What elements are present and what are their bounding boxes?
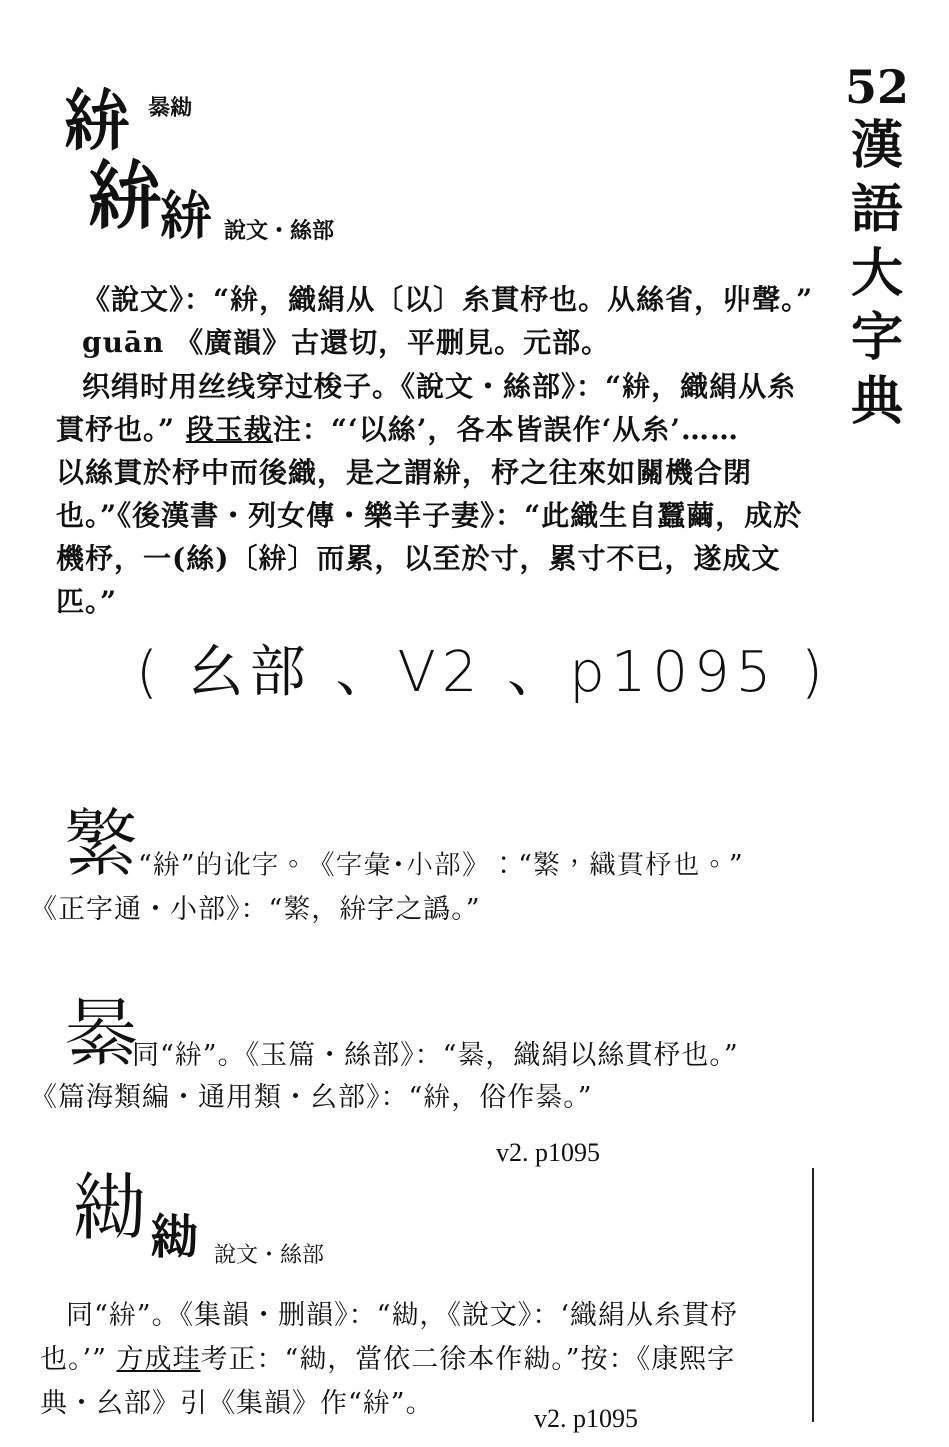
entry4-seal-glyph: 𦀖 xyxy=(150,1210,199,1266)
entry3-line: 同“𥿋”。《玉篇・絲部》：“𦀤，織絹以絲貫杼也。” xyxy=(132,1040,739,1071)
entry4-ref: v2. p1095 xyxy=(534,1404,638,1433)
entry1-underlined-name: 段玉裁 xyxy=(185,413,273,446)
entry4-line: 同“𥿋”。《集韻・删韻》：“𦀖，《說文》：‘織絹从糸貫杼 xyxy=(66,1300,738,1331)
entry1-line: 也。”《後漢書・列女傳・樂羊子妻》：“此織生自蠶繭，成於 xyxy=(56,499,803,532)
entry1-line-prefix: 貫杼也。” xyxy=(56,413,186,446)
entry1-line: guān 《廣韻》古還切，平删見。元部。 xyxy=(82,326,611,359)
entry1-seal-glyph: 𥿋 xyxy=(160,187,213,247)
volume-title xyxy=(845,60,909,434)
entry1-variant-head: 𥿋 xyxy=(64,82,130,160)
title-char: 漢 xyxy=(850,115,903,176)
title-char: 大 xyxy=(850,243,903,304)
entry1-line: 機杼，一(絲)〔𥿋〕而累，以至於寸，累寸不已，遂成文 xyxy=(56,542,781,575)
title-char: 字 xyxy=(850,307,903,368)
entry4-underlined-name: 方成珪 xyxy=(116,1344,201,1375)
entry4-head: 𦀖 xyxy=(72,1166,146,1252)
entry1-head: 𥿋 xyxy=(88,154,162,240)
entry3-ref: v2. p1095 xyxy=(496,1138,600,1167)
entry4-line: 典・幺部》引《集韻》作“𥿋”。 xyxy=(40,1388,434,1419)
entry1-line: 织绢时用丝线穿过梭子。《說文・絲部》：“𥿋，織絹从糸 xyxy=(82,370,797,403)
volume-number: 52 xyxy=(845,60,910,114)
entry1-line: 以絲貫於杼中而後織，是之謂𥿋，杼之往來如關機合閉 xyxy=(56,456,753,489)
entry1-line: 《說文》：“𥿋，織絹从〔以〕糸貫杼也。从絲省，丱聲。” xyxy=(82,283,814,316)
entry4-line-prefix: 也。’” xyxy=(40,1344,117,1375)
entry1-seal-source: 說文・絲部 xyxy=(224,218,335,244)
title-char: 語 xyxy=(850,179,903,240)
entry1-line-suffix: 注：“‘以絲’，各本皆誤作‘从糸’…… xyxy=(272,413,739,446)
entry4-seal-source: 說文・絲部 xyxy=(214,1243,325,1268)
handwritten-note: ( 幺部 、V2 、p1095 ) xyxy=(136,640,829,705)
entry4-line-suffix: 考正：“𦀖，當依二徐本作𦀖。”按：《康熙字 xyxy=(200,1344,736,1375)
title-char: 典 xyxy=(850,371,903,432)
entry2-head: 𦅾 xyxy=(64,802,138,888)
entry1-line: 匹。” xyxy=(56,585,118,618)
entry4-line xyxy=(40,1340,735,1380)
entry2-line: 《正字通・小部》：“𦅾，𥿋字之譌。” xyxy=(30,894,481,925)
entry1-variants: 𦀤𦀖 xyxy=(148,95,193,121)
vertical-rule xyxy=(812,1168,814,1422)
entry3-head: 𦀤 xyxy=(64,992,138,1078)
entry1-line xyxy=(56,410,739,450)
entry3-line: 《篇海類編・通用類・幺部》：“𥿋，俗作𦀤。” xyxy=(30,1082,593,1113)
entry2-line: “𥿋”的讹字。《字彙・小部》：“𦅾，織貫杼也。” xyxy=(138,850,744,881)
